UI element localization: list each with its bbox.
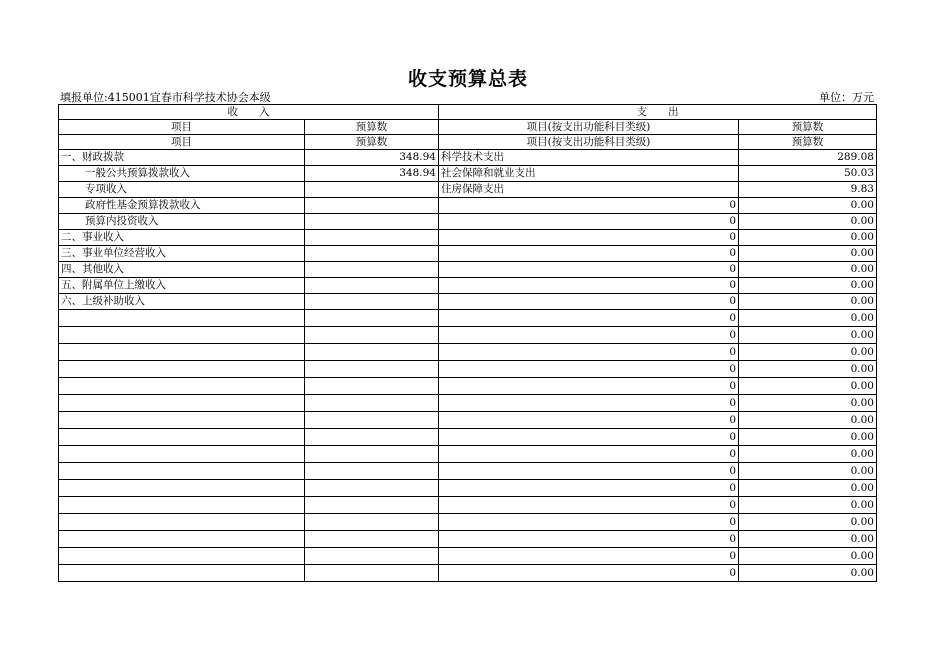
table-row <box>59 150 877 166</box>
table-row <box>59 230 877 246</box>
expense-item-cell: 0 <box>439 344 739 361</box>
income-item-cell <box>59 565 305 582</box>
expense-amount-cell: 0.00 <box>739 412 877 429</box>
income-item-cell <box>59 514 305 531</box>
table-row <box>59 429 877 446</box>
table-row <box>59 514 877 531</box>
table-row <box>59 395 877 412</box>
income-item-cell: 预算内投资收入 <box>59 214 305 230</box>
income-amount-cell <box>305 361 439 378</box>
income-item-cell <box>59 480 305 497</box>
income-amount-cell <box>305 262 439 278</box>
income-item-cell: 三、事业单位经营收入 <box>59 246 305 262</box>
expense-item-cell: 0 <box>439 198 739 214</box>
expense-amount-cell: 0.00 <box>739 378 877 395</box>
income-item-cell <box>59 429 305 446</box>
income-item-cell <box>59 344 305 361</box>
table-row <box>59 310 877 327</box>
table-row <box>59 182 877 198</box>
expense-amount-cell: 0.00 <box>739 327 877 344</box>
table-row <box>59 412 877 429</box>
expense-item-cell: 科学技术支出 <box>439 150 739 166</box>
income-amount-cell <box>305 310 439 327</box>
income-item-cell: 专项收入 <box>59 182 305 198</box>
expense-amount-cell: 0.00 <box>739 262 877 278</box>
expense-item-cell: 0 <box>439 531 739 548</box>
income-amount-cell <box>305 565 439 582</box>
income-item-cell: 五、附属单位上缴收入 <box>59 278 305 294</box>
reporting-unit: 填报单位:415001宜春市科学技术协会本级 <box>60 91 271 104</box>
income-item-cell <box>59 463 305 480</box>
table-row <box>59 278 877 294</box>
expense-amount-cell: 0.00 <box>739 565 877 582</box>
expense-item-cell: 0 <box>439 327 739 344</box>
header-income-amount: 预算数 <box>305 135 439 150</box>
expense-amount-cell: 0.00 <box>739 480 877 497</box>
table-row <box>59 327 877 344</box>
income-item-cell <box>59 446 305 463</box>
table-row <box>59 565 877 582</box>
income-item-cell: 政府性基金预算拨款收入 <box>59 198 305 214</box>
expense-amount-cell: 9.83 <box>739 182 877 198</box>
table-row <box>59 214 877 230</box>
expense-item-cell: 0 <box>439 361 739 378</box>
expense-amount-cell: 50.03 <box>739 166 877 182</box>
income-amount-cell <box>305 514 439 531</box>
expense-item-cell: 0 <box>439 378 739 395</box>
expense-item-cell: 0 <box>439 548 739 565</box>
header-expense-amount: 预算数 <box>739 135 877 150</box>
expense-amount-cell: 0.00 <box>739 198 877 214</box>
expense-item-cell: 0 <box>439 429 739 446</box>
income-amount-cell <box>305 230 439 246</box>
expense-amount-cell: 0.00 <box>739 463 877 480</box>
income-item-cell: 四、其他收入 <box>59 262 305 278</box>
expense-item-cell: 0 <box>439 294 739 310</box>
table-row <box>59 294 877 310</box>
expense-item-cell: 0 <box>439 246 739 262</box>
expense-amount-cell: 0.00 <box>739 361 877 378</box>
table-row <box>59 344 877 361</box>
income-item-cell <box>59 310 305 327</box>
header-expense-item: 项目(按支出功能科目类级) <box>439 135 739 150</box>
table-row <box>59 446 877 463</box>
table-row <box>59 480 877 497</box>
income-amount-cell <box>305 429 439 446</box>
income-amount-cell <box>305 395 439 412</box>
expense-item-cell: 0 <box>439 446 739 463</box>
income-item-cell <box>59 497 305 514</box>
expense-header: 支 出 <box>439 105 877 120</box>
income-item-cell <box>59 361 305 378</box>
expense-item-cell: 0 <box>439 412 739 429</box>
expense-amount-cell: 0.00 <box>739 278 877 294</box>
income-amount-cell <box>305 344 439 361</box>
income-amount-cell <box>305 463 439 480</box>
income-amount-cell <box>305 480 439 497</box>
income-amount-cell <box>305 378 439 395</box>
header-expense-amount: 预算数 <box>739 120 877 135</box>
expense-amount-cell: 0.00 <box>739 344 877 361</box>
income-amount-cell <box>305 497 439 514</box>
income-amount-cell <box>305 531 439 548</box>
currency-unit: 单位：万元 <box>819 91 874 104</box>
income-amount-cell: 348.94 <box>305 166 439 182</box>
expense-amount-cell: 0.00 <box>739 548 877 565</box>
table-row <box>59 246 877 262</box>
expense-amount-cell: 0.00 <box>739 230 877 246</box>
income-amount-cell <box>305 278 439 294</box>
income-item-cell <box>59 378 305 395</box>
budget-table <box>58 104 877 582</box>
header-income-amount: 预算数 <box>305 120 439 135</box>
expense-item-cell: 社会保障和就业支出 <box>439 166 739 182</box>
table-row <box>59 166 877 182</box>
expense-item-cell: 0 <box>439 497 739 514</box>
expense-item-cell: 0 <box>439 514 739 531</box>
table-row <box>59 548 877 565</box>
table-row <box>59 361 877 378</box>
expense-item-cell: 0 <box>439 230 739 246</box>
income-item-cell: 六、上级补助收入 <box>59 294 305 310</box>
expense-item-cell: 0 <box>439 565 739 582</box>
header-row-sections <box>59 105 877 120</box>
income-header: 收 入 <box>59 105 439 120</box>
table-row <box>59 531 877 548</box>
header-income-item: 项目 <box>59 135 305 150</box>
expense-item-cell: 0 <box>439 395 739 412</box>
income-amount-cell <box>305 294 439 310</box>
income-amount-cell <box>305 412 439 429</box>
page-title: 收支预算总表 <box>407 68 528 90</box>
income-item-cell <box>59 327 305 344</box>
header-income-item: 项目 <box>59 120 305 135</box>
expense-amount-cell: 0.00 <box>739 395 877 412</box>
expense-item-cell: 0 <box>439 480 739 497</box>
expense-amount-cell: 0.00 <box>739 497 877 514</box>
income-amount-cell <box>305 327 439 344</box>
table-row <box>59 463 877 480</box>
header-expense-item: 项目(按支出功能科目类级) <box>439 120 739 135</box>
income-amount-cell <box>305 446 439 463</box>
income-amount-cell <box>305 548 439 565</box>
income-item-cell <box>59 531 305 548</box>
expense-amount-cell: 289.08 <box>739 150 877 166</box>
expense-item-cell: 0 <box>439 262 739 278</box>
expense-amount-cell: 0.00 <box>739 514 877 531</box>
expense-amount-cell: 0.00 <box>739 446 877 463</box>
income-item-cell: 二、事业收入 <box>59 230 305 246</box>
table-row <box>59 198 877 214</box>
table-row <box>59 497 877 514</box>
income-item-cell <box>59 412 305 429</box>
income-item-cell: 一、财政拨款 <box>59 150 305 166</box>
expense-amount-cell: 0.00 <box>739 429 877 446</box>
table-row <box>59 262 877 278</box>
income-item-cell <box>59 395 305 412</box>
table-row <box>59 378 877 395</box>
income-amount-cell: 348.94 <box>305 150 439 166</box>
income-amount-cell <box>305 214 439 230</box>
expense-amount-cell: 0.00 <box>739 310 877 327</box>
expense-item-cell: 0 <box>439 214 739 230</box>
income-amount-cell <box>305 182 439 198</box>
header-row-2 <box>59 135 877 150</box>
expense-amount-cell: 0.00 <box>739 294 877 310</box>
expense-item-cell: 住房保障支出 <box>439 182 739 198</box>
header-row-1 <box>59 120 877 135</box>
expense-item-cell: 0 <box>439 278 739 294</box>
income-item-cell: 一般公共预算拨款收入 <box>59 166 305 182</box>
income-amount-cell <box>305 246 439 262</box>
expense-amount-cell: 0.00 <box>739 246 877 262</box>
expense-amount-cell: 0.00 <box>739 214 877 230</box>
income-amount-cell <box>305 198 439 214</box>
expense-item-cell: 0 <box>439 310 739 327</box>
expense-item-cell: 0 <box>439 463 739 480</box>
income-item-cell <box>59 548 305 565</box>
expense-amount-cell: 0.00 <box>739 531 877 548</box>
